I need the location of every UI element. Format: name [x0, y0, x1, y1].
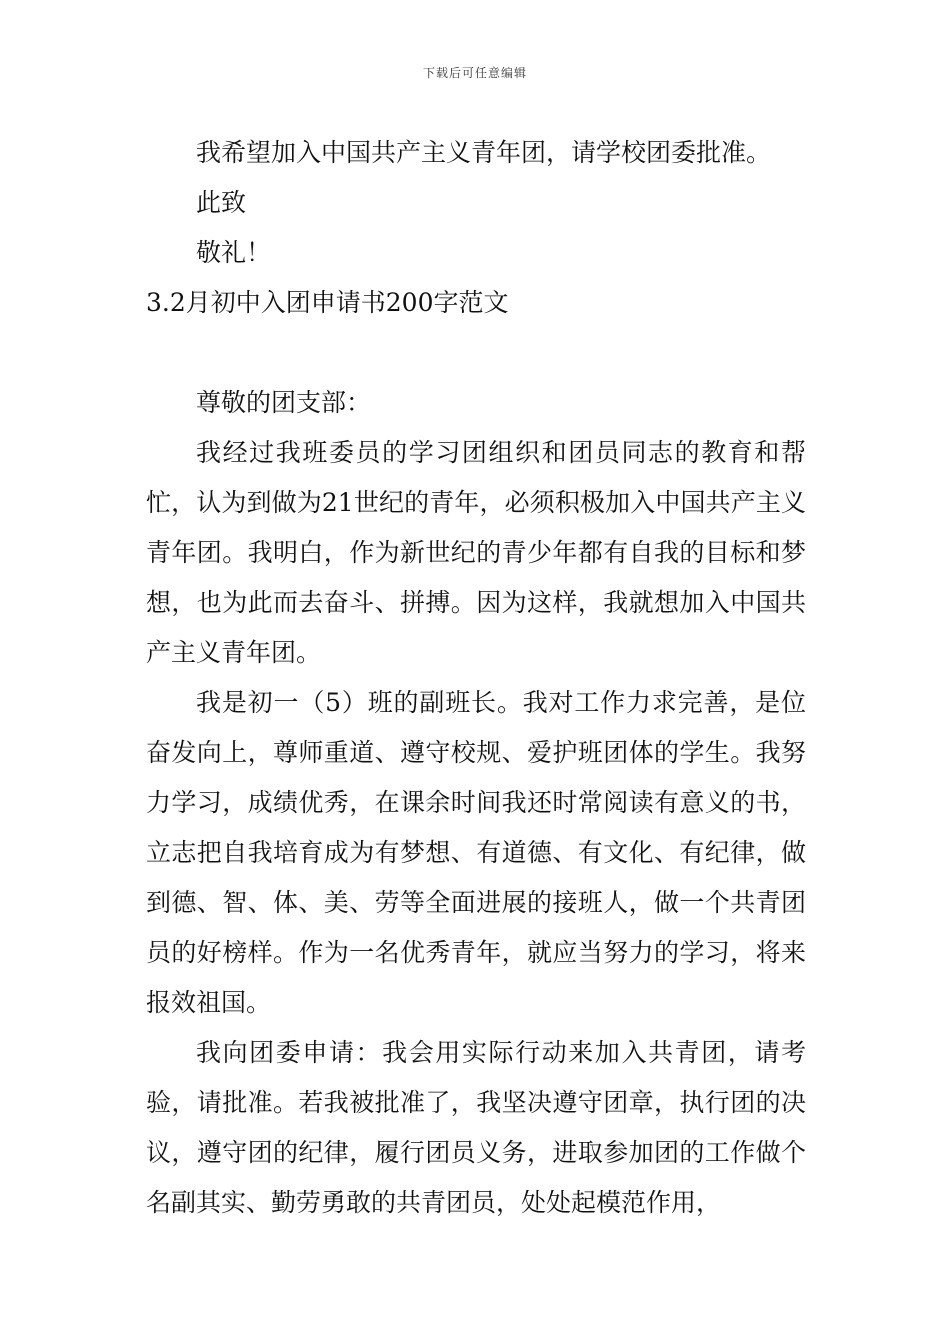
section-heading: 3.2月初中入团申请书200字范文: [146, 288, 509, 317]
body-paragraph-1: 我经过我班委员的学习团组织和团员同志的教育和帮忙，认为到做为21世纪的青年，必须积极加入中国共产主义青年团。我明白，作为新世纪的青少年都有自我的目标和梦想，也为此而去奋斗、拼搏。因为这样，我就想加入中国共产主义青年团。: [146, 438, 806, 667]
blank-line: [146, 328, 806, 378]
application-line: 我希望加入中国共产主义青年团，请学校团委批准。: [196, 138, 772, 167]
page-header: 下载后可任意编辑: [422, 66, 527, 80]
letter-salutation: 尊敬的团支部：: [196, 388, 372, 417]
body-paragraph-2: 我是初一（5）班的副班长。我对工作力求完善，是位奋发向上，尊师重道、遵守校规、爱护班团体的学生。我努力学习，成绩优秀，在课余时间我还时常阅读有意义的书，立志把自我培育成为有梦想、有道德、有文化、有纪律，做到德、智、体、美、劳等全面进展的接班人，做一个共青团员的好榜样。作为一名优秀青年，就应当努力的学习，将来报效祖国。: [146, 688, 806, 1017]
closing-regards: 敬礼！: [196, 238, 272, 267]
body-paragraph-3: 我向团委申请：我会用实际行动来加入共青团，请考验，请批准。若我被批准了，我坚决遵守团章，执行团的决议，遵守团的纪律，履行团员义务，进取参加团的工作做个名副其实、勤劳勇敢的共青团员，处处起模范作用，: [146, 1038, 806, 1217]
closing-salutation: 此致: [196, 188, 247, 217]
document-body: [146, 128, 806, 1228]
